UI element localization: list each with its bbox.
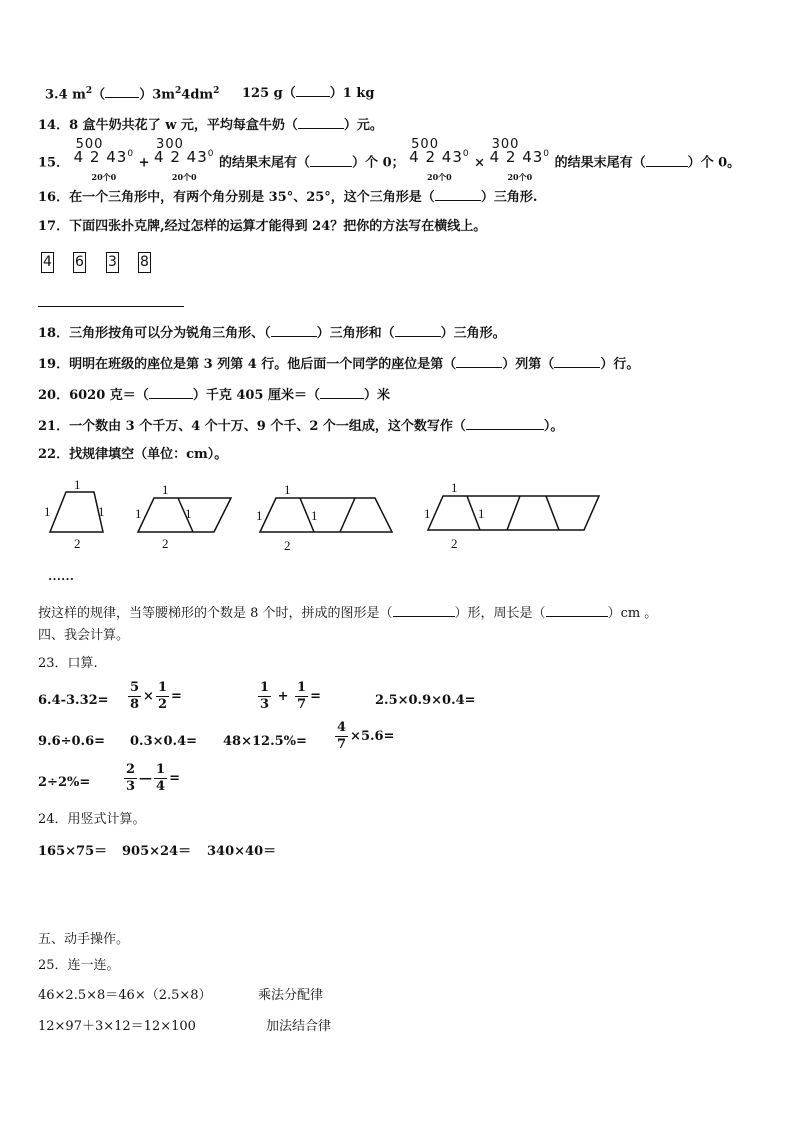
q22-follow-mid: ）形，周长是（ (454, 606, 546, 621)
q22-follow-after: ）cm 。 (607, 606, 658, 621)
divider-line (546, 496, 559, 530)
q23-r1-b (126, 680, 182, 713)
q15-c-sub: 20个0 (427, 172, 452, 182)
q15-a-sub: 20个0 (91, 172, 117, 182)
poker-card-3: 3 (106, 252, 119, 273)
numerator: 1 (297, 680, 307, 695)
numerator: 1 (156, 762, 166, 777)
q18-blank-2[interactable] (395, 322, 441, 337)
q19-text-after: ）行。 (600, 357, 640, 372)
q15-d-digits: 4 2 43 (489, 148, 544, 166)
section-four-title: 四、我会计算。 (38, 628, 130, 643)
q15-term-a (73, 137, 135, 182)
q13-a-r-sup2: 2 (213, 86, 220, 96)
q22-blank-1[interactable] (393, 602, 455, 617)
q13-a-r-sup1: 2 (175, 86, 182, 96)
q13-a-blank[interactable] (105, 83, 139, 98)
poker-card-4: 8 (138, 252, 151, 273)
expression-rest: ×5.6= (350, 729, 395, 744)
q20-blank-1[interactable] (149, 384, 193, 399)
q20-text-mid: ）千克 405 厘米＝（ (192, 388, 321, 403)
q23-r2-b: 0.3×0.4= (130, 734, 198, 749)
q15-c-sup: 0 (462, 149, 470, 159)
denominator: 3 (126, 779, 136, 794)
q20-text: 20．6020 克＝（ (38, 388, 149, 403)
divider-line (507, 496, 520, 530)
q23-title: 23．口算. (38, 656, 98, 671)
section-five-title: 五、动手操作。 (38, 932, 130, 947)
equals: = (169, 771, 180, 786)
q25-right-1[interactable]: 乘法分配律 (258, 988, 324, 1003)
label-bottom: 2 (162, 536, 169, 551)
q23-r2-a: 9.6÷0.6= (38, 734, 106, 749)
q13-b-left: 125 g (242, 86, 283, 101)
label-side: 1 (135, 506, 142, 521)
label-side: 1 (185, 506, 192, 521)
label-side: 1 (424, 506, 431, 521)
trapezoid-figure-3 (256, 482, 392, 553)
q15 (38, 137, 741, 182)
q16-text: 16．在一个三角形中，有两个角分别是 35°、25°，这个三角形是（ (38, 190, 435, 205)
q23-r3-a: 2÷2%= (38, 775, 91, 790)
q20-blank-2[interactable] (320, 384, 364, 399)
q20-text-after: ）米 (364, 388, 391, 403)
numerator: 4 (337, 720, 347, 735)
q21-text-after: ）。 (543, 419, 564, 434)
q15-term-b (154, 137, 215, 182)
trapezoid-figure-2 (135, 482, 231, 551)
q13-a-right2: 4dm (181, 87, 214, 103)
equals: = (310, 689, 321, 704)
label-side: 1 (311, 508, 318, 523)
q13-a-close: ） (139, 87, 153, 103)
q15-plus: + (138, 155, 150, 171)
fraction (335, 720, 348, 753)
q16 (38, 186, 537, 207)
operator: × (143, 689, 154, 704)
q15-a-digits: 4 2 43 (73, 148, 128, 166)
label-side: 1 (98, 504, 105, 519)
denominator: 7 (297, 697, 307, 712)
label-bottom: 2 (451, 536, 458, 551)
fraction (154, 762, 167, 795)
q22-blank-2[interactable] (546, 602, 608, 617)
q15-term-c (409, 137, 470, 182)
q18-text: 18．三角形按角可以分为锐角三角形、（ (38, 326, 271, 341)
poker-card-1: 4 (41, 252, 54, 273)
trapezoid-pattern-figure (0, 470, 794, 590)
trapezoid-shape (260, 498, 392, 532)
q23-r3-b (122, 762, 180, 795)
q15-c-digits: 4 2 43 (409, 148, 463, 166)
q13-a-left: 3.4 m (45, 87, 86, 103)
q13-b-close: ） (329, 86, 343, 101)
trapezoid-figure-4 (424, 480, 599, 551)
q13-a-sup: 2 (85, 86, 93, 96)
q19 (38, 353, 639, 374)
q22: 22．找规律填空（单位：cm）。 (38, 447, 228, 462)
q23-r1-a: 6.4-3.32= (38, 693, 109, 708)
q15-b-sub: 20个0 (171, 172, 197, 182)
q13-a-right: 3m (152, 87, 176, 103)
q19-text: 19．明明在班级的座位是第 3 列第 4 行。他后面一个同学的座位是第（ (38, 357, 457, 372)
q15-a-sup: 0 (127, 149, 135, 159)
q15-term-d (489, 137, 551, 182)
q13-line (45, 82, 219, 104)
equals: = (171, 689, 182, 704)
q24-b: 905×24＝ (122, 844, 192, 859)
fraction (124, 762, 137, 795)
denominator: 3 (260, 697, 270, 712)
q19-text-mid: ）列第（ (502, 357, 555, 372)
q15-mid-text2: ）个 0； (352, 155, 405, 171)
q17: 17．下面四张扑克牌,经过怎样的运算才能得到 24？把你的方法写在横线上。 (38, 219, 487, 234)
trapezoid-shape (50, 492, 103, 532)
q15-b-digits: 4 2 43 (154, 148, 208, 166)
q22-follow-text: 按这样的规律，当等腰梯形的个数是 8 个时，拼成的图形是（ (38, 606, 393, 621)
numerator: 2 (126, 762, 136, 777)
q15-mid-text: 的结果末尾有（ (219, 155, 311, 171)
fraction (156, 680, 169, 713)
label-top: 1 (74, 477, 81, 492)
label-bottom: 2 (74, 536, 81, 551)
fraction (258, 680, 271, 713)
q25-title: 25．连一连。 (38, 958, 120, 973)
q15-number: 15． (38, 155, 70, 171)
fraction (128, 680, 141, 713)
q22-followup (38, 602, 657, 623)
q13-b-open: （ (282, 86, 296, 101)
q16-blank[interactable] (435, 186, 481, 201)
q23-r1-c (256, 680, 321, 713)
q13-a-open: （ (92, 87, 106, 103)
q17-answer-line[interactable] (38, 306, 184, 307)
q14 (38, 114, 383, 135)
operator: + (277, 689, 289, 704)
label-bottom: 2 (284, 538, 291, 553)
q15-end-text2: ）个 0。 (687, 155, 741, 171)
denominator: 7 (337, 737, 347, 752)
q21-blank[interactable] (466, 415, 544, 430)
label-top: 1 (162, 482, 169, 497)
denominator: 4 (156, 779, 166, 794)
q15-d-sub: 20个0 (507, 172, 533, 182)
label-top: 1 (451, 480, 458, 495)
denominator: 8 (130, 697, 140, 712)
q15-blank-1[interactable] (310, 152, 352, 167)
q15-times: × (474, 155, 486, 171)
trapezoid-figure-1 (44, 477, 105, 551)
q14-text: 14．8 盒牛奶共花了 w 元，平均每盒牛奶（ (38, 118, 298, 133)
q24-title: 24．用竖式计算。 (38, 812, 146, 827)
q15-d-sup: 0 (543, 149, 551, 159)
q14-blank[interactable] (298, 114, 344, 129)
numerator: 1 (157, 680, 167, 695)
q19-blank-1[interactable] (456, 353, 502, 368)
q16-text-after: ）三角形. (480, 190, 538, 205)
operator: — (139, 771, 153, 786)
q18 (38, 322, 506, 343)
q18-text-mid: ）三角形和（ (316, 326, 395, 341)
numerator: 1 (260, 680, 270, 695)
q13b-line (242, 82, 374, 103)
q14-text-after: ）元。 (343, 118, 383, 133)
divider-line (340, 498, 355, 532)
q19-blank-2[interactable] (554, 353, 600, 368)
label-top: 1 (284, 482, 291, 497)
q15-a-top: 500 (75, 137, 104, 152)
poker-card-2: 6 (73, 252, 86, 273)
q25-right-2[interactable]: 加法结合律 (266, 1019, 332, 1034)
label-side: 1 (256, 508, 263, 523)
q13-b-blank[interactable] (296, 82, 330, 97)
q24-c: 340×40＝ (207, 844, 277, 859)
q25-left-2[interactable]: 12×97＋3×12＝12×100 (38, 1019, 196, 1034)
ellipsis-dots: …… (48, 568, 74, 583)
q15-b-top: 300 (156, 137, 184, 152)
fraction (295, 680, 308, 713)
q15-blank-2[interactable] (646, 152, 688, 167)
q18-blank-1[interactable] (271, 322, 317, 337)
q18-text-after: ）三角形。 (440, 326, 506, 341)
label-side: 1 (44, 504, 51, 519)
q15-end-text: 的结果末尾有（ (554, 155, 646, 171)
q15-b-sup: 0 (207, 149, 215, 159)
q24-a: 165×75＝ (38, 844, 108, 859)
q25-left-1[interactable]: 46×2.5×8＝46×（2.5×8） (38, 988, 212, 1003)
label-side: 1 (478, 506, 485, 521)
q21-text: 21．一个数由 3 个千万、4 个十万、9 个千、2 个一组成，这个数写作（ (38, 419, 466, 434)
q15-c-top: 500 (411, 137, 439, 152)
q23-r2-d (333, 720, 394, 753)
denominator: 2 (157, 697, 167, 712)
q21 (38, 415, 563, 436)
q13-b-right: 1 kg (342, 86, 375, 101)
q23-r1-d: 2.5×0.9×0.4= (375, 693, 476, 708)
q23-r2-c: 48×12.5%= (223, 734, 307, 749)
numerator: 5 (130, 680, 140, 695)
q15-d-top: 300 (491, 137, 520, 152)
q20 (38, 384, 390, 405)
